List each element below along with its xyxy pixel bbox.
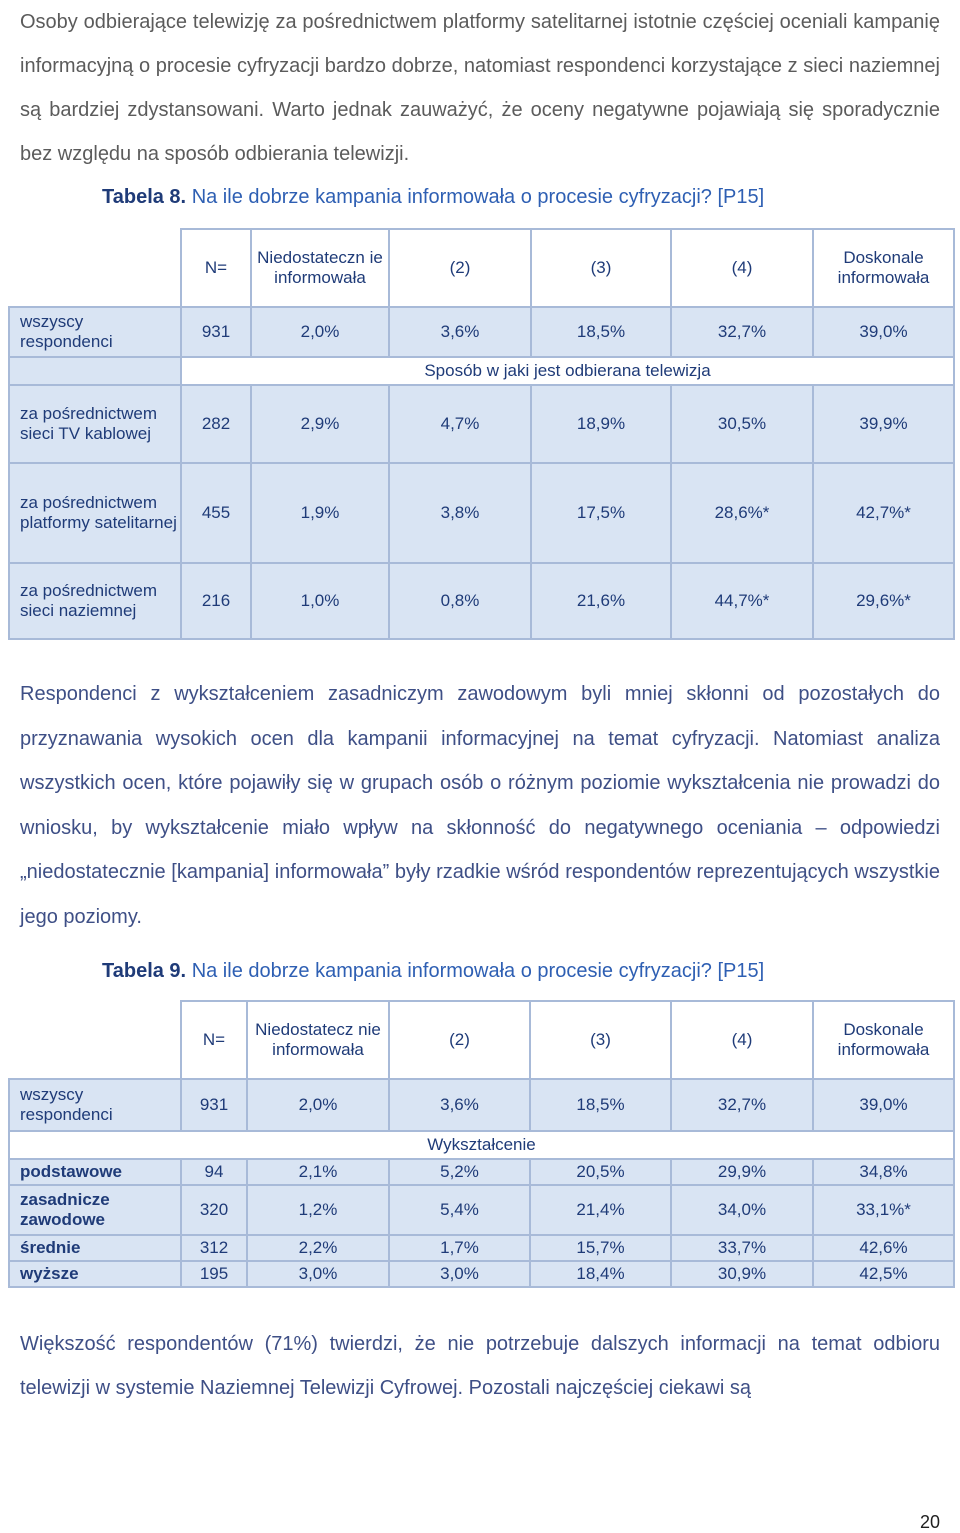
page-number: 20	[919, 1512, 940, 1532]
group-label-cell	[9, 357, 181, 385]
table-8-header-n: N=	[181, 229, 251, 307]
cell-value: 15,7%	[530, 1235, 671, 1261]
table-9-corner-cell	[9, 1001, 181, 1079]
row-label: wyższe	[9, 1261, 181, 1287]
cell-n: 216	[181, 563, 251, 639]
cell-value: 1,7%	[389, 1235, 530, 1261]
cell-value: 42,6%	[813, 1235, 954, 1261]
table-row	[9, 307, 954, 357]
cell-value: 18,5%	[530, 1079, 671, 1131]
cell-value: 28,6%*	[671, 463, 813, 563]
cell-value: 30,9%	[671, 1261, 813, 1287]
cell-value: 21,6%	[531, 563, 671, 639]
table-8-caption-text: Na ile dobrze kampania informowała o procesie cyfryzacji? [P15]	[191, 186, 765, 208]
table-8-header-row	[9, 229, 954, 307]
row-label: za pośrednictwem platformy satelitarnej	[9, 463, 181, 563]
cell-value: 21,4%	[530, 1185, 671, 1235]
cell-value: 1,2%	[247, 1185, 389, 1235]
table-8-corner-cell	[9, 229, 181, 307]
cell-value: 20,5%	[530, 1159, 671, 1185]
cell-n: 195	[181, 1261, 247, 1287]
table-row	[9, 385, 954, 463]
cell-value: 17,5%	[531, 463, 671, 563]
cell-value: 18,9%	[531, 385, 671, 463]
cell-value: 2,9%	[251, 385, 389, 463]
cell-value: 18,4%	[530, 1261, 671, 1287]
cell-value: 2,0%	[251, 307, 389, 357]
cell-value: 3,6%	[389, 1079, 530, 1131]
cell-value: 3,6%	[389, 307, 531, 357]
table-8-group-header	[9, 357, 954, 385]
table-9-header-4: (4)	[671, 1001, 813, 1079]
cell-value: 39,0%	[813, 1079, 954, 1131]
cell-value: 2,2%	[247, 1235, 389, 1261]
cell-value: 1,0%	[251, 563, 389, 639]
table-8-header-2: (2)	[389, 229, 531, 307]
table-9-header-3: (3)	[530, 1001, 671, 1079]
table-row	[9, 563, 954, 639]
table-8-group-title: Sposób w jaki jest odbierana telewizja	[181, 357, 954, 385]
cell-n: 282	[181, 385, 251, 463]
table-9-group-header	[9, 1131, 954, 1159]
cell-n: 931	[181, 307, 251, 357]
table-9-header-row	[9, 1001, 954, 1079]
cell-value: 39,0%	[813, 307, 954, 357]
cell-value: 3,0%	[389, 1261, 530, 1287]
intro-paragraph: Osoby odbierające telewizję za pośrednictwem platformy satelitarnej istotnie częściej oceniali kampanię informacyjną o procesie cyfryzacji bardzo dobrze, natomiast respondenci korzystające z sieci naziemnej są bardziej zdystansowani. Warto jednak zauważyć, że oceny negatywne pojawiają się sporadycznie bez względu na sposób odbierania telewizji.	[20, 11, 940, 165]
table-9-caption-label: Tabela 9.	[102, 960, 187, 982]
table-9-group-title: Wykształcenie	[9, 1131, 954, 1159]
cell-value: 0,8%	[389, 563, 531, 639]
row-label: za pośrednictwem sieci naziemnej	[9, 563, 181, 639]
table-row	[9, 1261, 954, 1287]
cell-value: 5,2%	[389, 1159, 530, 1185]
table-row	[9, 463, 954, 563]
cell-value: 34,0%	[671, 1185, 813, 1235]
table-row	[9, 1235, 954, 1261]
education-paragraph: Respondenci z wykształceniem zasadniczym zawodowym byli mniej skłonni od pozostałych do przyznawania wysokich ocen dla kampanii informacyjnej na temat cyfryzacji. Natomiast analiza wszystkich ocen, które pojawiły się w grupach osób o różnym poziomie wykształcenia nie prowadzi do wniosku, by wykształcenie miało wpływ na skłonność do negatywnego oceniania – odpowiedzi „niedostatecznie [kampania] informowała” były rzadkie wśród respondentów reprezentujących wszystkie jego poziomy.	[20, 683, 940, 928]
cell-value: 2,1%	[247, 1159, 389, 1185]
row-label: podstawowe	[9, 1159, 181, 1185]
cell-value: 42,7%*	[813, 463, 954, 563]
cell-value: 39,9%	[813, 385, 954, 463]
cell-value: 3,0%	[247, 1261, 389, 1287]
table-8	[8, 228, 955, 640]
table-9-header-niedostatecznie: Niedostatecz nie informowała	[247, 1001, 389, 1079]
cell-value: 18,5%	[531, 307, 671, 357]
cell-value: 30,5%	[671, 385, 813, 463]
table-row	[9, 1079, 954, 1131]
table-8-header-3: (3)	[531, 229, 671, 307]
cell-value: 34,8%	[813, 1159, 954, 1185]
row-label: zasadnicze zawodowe	[9, 1185, 181, 1235]
table-8-header-4: (4)	[671, 229, 813, 307]
cell-value: 5,4%	[389, 1185, 530, 1235]
cell-n: 455	[181, 463, 251, 563]
table-row	[9, 1185, 954, 1235]
cell-value: 33,1%*	[813, 1185, 954, 1235]
cell-value: 3,8%	[389, 463, 531, 563]
table-8-header-niedostatecznie: Niedostateczn ie informowała	[251, 229, 389, 307]
cell-n: 320	[181, 1185, 247, 1235]
cell-value: 2,0%	[247, 1079, 389, 1131]
cell-n: 312	[181, 1235, 247, 1261]
table-8-caption	[102, 186, 764, 209]
row-label: wszyscy respondenci	[9, 1079, 181, 1131]
cell-value: 42,5%	[813, 1261, 954, 1287]
cell-value: 4,7%	[389, 385, 531, 463]
table-row	[9, 1159, 954, 1185]
cell-value: 1,9%	[251, 463, 389, 563]
table-9-header-doskonale: Doskonale informowała	[813, 1001, 954, 1079]
table-9-header-2: (2)	[389, 1001, 530, 1079]
table-8-header-doskonale: Doskonale informowała	[813, 229, 954, 307]
row-label: za pośrednictwem sieci TV kablowej	[9, 385, 181, 463]
cell-n: 94	[181, 1159, 247, 1185]
cell-value: 32,7%	[671, 307, 813, 357]
cell-n: 931	[181, 1079, 247, 1131]
table-8-caption-label: Tabela 8.	[102, 186, 187, 208]
row-label: średnie	[9, 1235, 181, 1261]
cell-value: 29,9%	[671, 1159, 813, 1185]
row-label: wszyscy respondenci	[9, 307, 181, 357]
cell-value: 44,7%*	[671, 563, 813, 639]
cell-value: 32,7%	[671, 1079, 813, 1131]
cell-value: 29,6%*	[813, 563, 954, 639]
cell-value: 33,7%	[671, 1235, 813, 1261]
table-9-caption	[102, 960, 764, 983]
table-9-caption-text: Na ile dobrze kampania informowała o procesie cyfryzacji? [P15]	[191, 960, 765, 982]
closing-paragraph: Większość respondentów (71%) twierdzi, że nie potrzebuje dalszych informacji na temat odbioru telewizji w systemie Naziemnej Telewizji Cyfrowej. Pozostali najczęściej ciekawi są	[20, 1333, 940, 1399]
table-9	[8, 1000, 955, 1288]
table-9-header-n: N=	[181, 1001, 247, 1079]
